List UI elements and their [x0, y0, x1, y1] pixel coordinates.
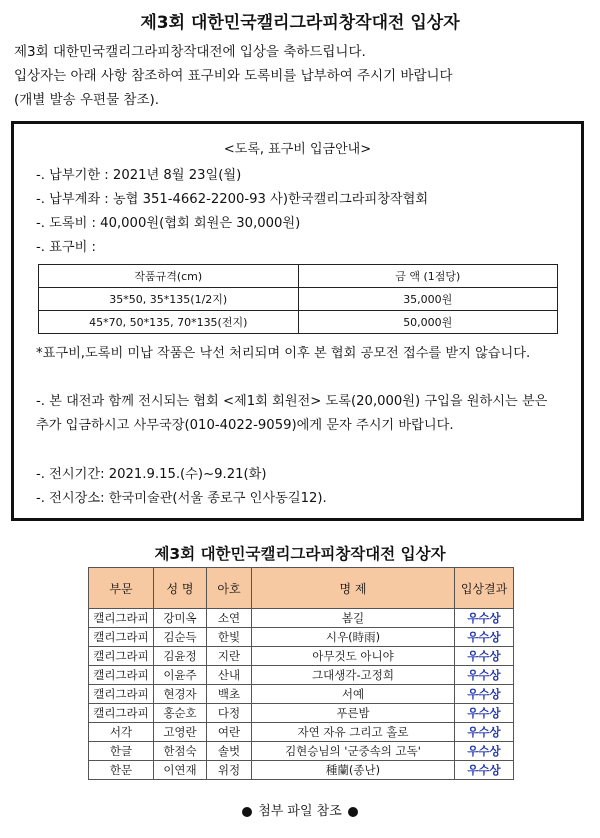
table-row — [89, 742, 514, 761]
column-header: 부문 — [89, 568, 154, 609]
table-cell: 이윤주 — [154, 666, 207, 685]
table-cell: 우수상 — [455, 761, 514, 780]
exhibition-period: -. 전시기간: 2021.9.15.(수)~9.21(화) — [36, 467, 267, 482]
intro-line: (개별 발송 우편물 참조). — [14, 92, 160, 108]
table-cell: 솔벗 — [207, 742, 252, 761]
table-cell: 35*50, 35*135(1/2지) — [39, 288, 299, 311]
table-cell: 우수상 — [455, 666, 514, 685]
table-cell: 고영란 — [154, 723, 207, 742]
table-cell: 캘리그라피 — [89, 704, 154, 723]
payment-account: -. 납부계좌 : 농협 351-4662-2200-93 사)한국캘리그라피창작협회 — [36, 192, 429, 207]
table-cell: 아무것도 아니야 — [252, 647, 455, 666]
column-header: 아호 — [207, 568, 252, 609]
table-row — [89, 628, 514, 647]
table-cell: 산내 — [207, 666, 252, 685]
winners-title: 제3회 대한민국캘리그라피창작대전 입상자 — [154, 545, 446, 563]
table-cell: 서예 — [252, 685, 455, 704]
table-cell: 지란 — [207, 647, 252, 666]
table-cell: 그대생각-고정희 — [252, 666, 455, 685]
table-cell: 캘리그라피 — [89, 647, 154, 666]
intro-line: 제3회 대한민국캘리그라피창작대전에 입상을 축하드립니다. — [14, 44, 366, 60]
table-cell: 위정 — [207, 761, 252, 780]
table-cell: 여란 — [207, 723, 252, 742]
table-header-row — [39, 265, 558, 288]
table-row — [89, 685, 514, 704]
table-cell: 다정 — [207, 704, 252, 723]
table-cell: 우수상 — [455, 704, 514, 723]
table-row — [89, 609, 514, 628]
table-cell: 캘리그라피 — [89, 609, 154, 628]
table-cell: 강미옥 — [154, 609, 207, 628]
table-cell: 김윤정 — [154, 647, 207, 666]
table-row — [39, 288, 558, 311]
footer-note — [0, 800, 600, 819]
book-fee: -. 도록비 : 40,000원(협회 회원은 30,000원) — [36, 216, 301, 231]
table-row — [39, 311, 558, 334]
catalog-purchase-notice: -. 본 대전과 함께 전시되는 협회 <제1회 회원전> 도록(20,000원) 구입을 원하시는 분은 추가 입금하시고 사무국장(010-4022-9059)에게 문자 주시기 바랍니다. — [36, 394, 548, 433]
table-cell: 홍순호 — [154, 704, 207, 723]
table-cell: 백초 — [207, 685, 252, 704]
table-cell: 50,000원 — [298, 311, 558, 334]
table-cell: 우수상 — [455, 742, 514, 761]
column-header: 명 제 — [252, 568, 455, 609]
table-cell: 소연 — [207, 609, 252, 628]
table-cell: 봄길 — [252, 609, 455, 628]
table-row — [89, 647, 514, 666]
frame-fee-label: -. 표구비 : — [36, 240, 96, 255]
column-header: 성 명 — [154, 568, 207, 609]
table-cell: 김순득 — [154, 628, 207, 647]
bullet-icon — [242, 807, 252, 817]
payment-deadline: -. 납부기한 : 2021년 8월 23일(월) — [36, 168, 242, 183]
table-cell: 우수상 — [455, 723, 514, 742]
table-cell: 캘리그라피 — [89, 628, 154, 647]
column-header: 입상결과 — [455, 568, 514, 609]
exhibition-place: -. 전시장소: 한국미술관(서울 종로구 인사동길12). — [36, 491, 327, 506]
table-cell: 한빛 — [207, 628, 252, 647]
intro-line: 입상자는 아래 사항 참조하여 표구비와 도록비를 납부하여 주시기 바랍니다 — [14, 68, 453, 84]
table-cell: 한글 — [89, 742, 154, 761]
table-cell: 한점숙 — [154, 742, 207, 761]
frame-fee-table — [38, 264, 558, 334]
bullet-icon — [348, 807, 358, 817]
table-cell: 서각 — [89, 723, 154, 742]
table-cell: 우수상 — [455, 628, 514, 647]
column-header: 금 액 (1점당) — [298, 265, 558, 288]
footer-text: 첨부 파일 참조 — [258, 804, 342, 819]
table-cell: 캘리그라피 — [89, 666, 154, 685]
table-cell: 우수상 — [455, 647, 514, 666]
table-cell: 45*70, 50*135, 70*135(전지) — [39, 311, 299, 334]
table-cell: 캘리그라피 — [89, 685, 154, 704]
table-row — [89, 761, 514, 780]
table-cell: 우수상 — [455, 685, 514, 704]
payment-notice-box — [11, 121, 584, 521]
table-cell: 현경자 — [154, 685, 207, 704]
table-cell: 한문 — [89, 761, 154, 780]
column-header: 작품규격(cm) — [39, 265, 299, 288]
table-cell: 우수상 — [455, 609, 514, 628]
table-cell: 35,000원 — [298, 288, 558, 311]
table-cell: 種蘭(종난) — [252, 761, 455, 780]
page-title: 제3회 대한민국캘리그라피창작대전 입상자 — [140, 13, 460, 33]
table-row — [89, 723, 514, 742]
table-row — [89, 704, 514, 723]
winners-table — [88, 567, 514, 780]
table-cell: 자연 자유 그리고 홀로 — [252, 723, 455, 742]
table-cell: 푸른밤 — [252, 704, 455, 723]
intro-text — [14, 40, 589, 112]
table-cell: 이연재 — [154, 761, 207, 780]
table-cell: 김현승님의 '군중속의 고독' — [252, 742, 455, 761]
notice-heading: <도록, 표구비 입금안내> — [223, 142, 372, 157]
table-cell: 시우(時雨) — [252, 628, 455, 647]
table-header-row — [89, 568, 514, 609]
unpaid-notice: *표구비,도록비 미납 작품은 낙선 처리되며 이후 본 협회 공모전 접수를 받지 않습니다. — [36, 346, 531, 361]
table-row — [89, 666, 514, 685]
